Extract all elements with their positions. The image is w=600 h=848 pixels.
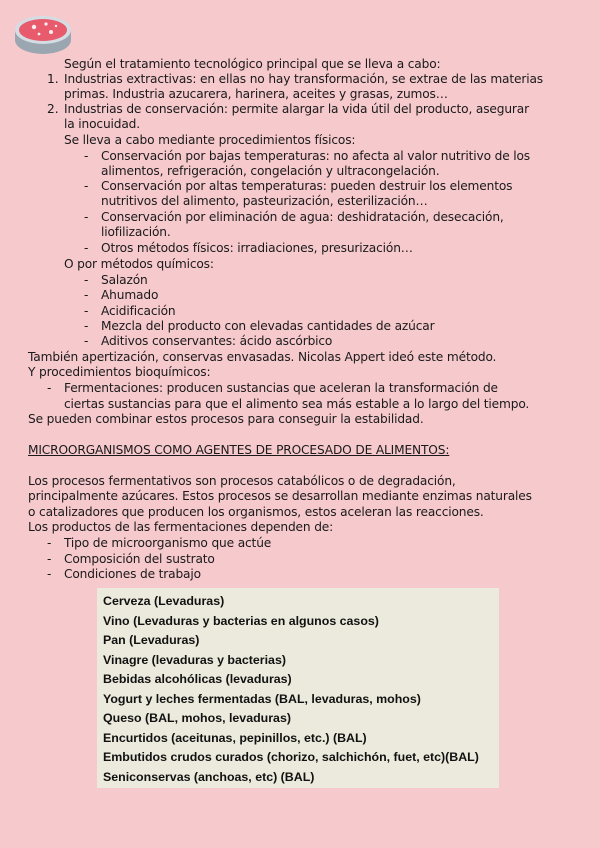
chemical-item: Ahumado xyxy=(101,288,159,302)
combine-text: Se pueden combinar estos procesos para conseguir la estabilidad. xyxy=(28,412,424,426)
bullet-dash: - xyxy=(84,273,89,287)
list-item-line: Industrias extractivas: en ellas no hay transformación, se extrae de las materias xyxy=(64,72,543,86)
paragraph-line: principalmente azúcares. Estos procesos se desarrollan mediante enzimas naturales xyxy=(28,489,532,503)
bio-line: Fermentaciones: producen sustancias que aceleran la transformación de xyxy=(64,381,498,395)
physical-line: Conservación por eliminación de agua: deshidratación, desecación, xyxy=(101,210,504,224)
bullet-dash: - xyxy=(84,319,89,333)
chemical-item: Mezcla del producto con elevadas cantidades de azúcar xyxy=(101,319,435,333)
table-row: Yogurt y leches fermentadas (BAL, levaduras, mohos) xyxy=(103,691,421,706)
bullet-dash: - xyxy=(47,536,52,550)
physical-line: Otros métodos físicos: irradiaciones, presurización… xyxy=(101,241,413,255)
intro-text: Según el tratamiento tecnológico principal que se lleva a cabo: xyxy=(64,57,441,71)
physical-line: nutritivos del alimento, pasteurización, esterilización… xyxy=(101,194,428,208)
section-heading: MICROORGANISMOS COMO AGENTES DE PROCESADO DE ALIMENTOS: xyxy=(28,443,450,457)
depends-item: Condiciones de trabajo xyxy=(64,567,201,581)
physical-line: Conservación por bajas temperaturas: no afecta al valor nutritivo de los xyxy=(101,149,531,163)
table-row: Queso (BAL, mohos, levaduras) xyxy=(103,711,291,725)
depends-item: Tipo de microorganismo que actúe xyxy=(64,536,272,550)
paragraph-line: o catalizadores que producen los organismos, estos aceleran las reacciones. xyxy=(28,505,484,519)
list-item-line: primas. Industria azucarera, harinera, aceites y grasas, zumos… xyxy=(64,87,448,101)
table-row: Embutidos crudos curados (chorizo, salchichón, fuet, etc)(BAL) xyxy=(103,750,479,764)
table-row: Bebidas alcohólicas (levaduras) xyxy=(103,672,292,686)
bullet-dash: - xyxy=(84,334,89,348)
list-number: 1. xyxy=(47,72,59,86)
bullet-dash: - xyxy=(84,304,89,318)
bullet-dash: - xyxy=(84,241,89,255)
bullet-dash: - xyxy=(47,381,52,395)
table-row: Vinagre (levaduras y bacterias) xyxy=(103,652,286,667)
bullet-dash: - xyxy=(84,288,89,302)
chemical-intro: O por métodos químicos: xyxy=(64,257,214,271)
bullet-dash: - xyxy=(84,210,89,224)
petri-dish-icon xyxy=(12,10,74,58)
bullet-dash: - xyxy=(84,179,89,193)
bullet-dash: - xyxy=(47,552,52,566)
table-row: Encurtidos (aceitunas, pepinillos, etc.) (BAL) xyxy=(103,730,367,745)
list-item-line: la inocuidad. xyxy=(64,117,140,131)
table-row: Seniconservas (anchoas, etc) (BAL) xyxy=(103,769,315,784)
chemical-item: Acidificación xyxy=(101,304,176,318)
list-number: 2. xyxy=(47,102,59,116)
fermented-products-table xyxy=(97,588,499,788)
paragraph-line: Los procesos fermentativos son procesos catabólicos o de degradación, xyxy=(28,474,456,488)
table-row: Cerveza (Levaduras) xyxy=(103,594,225,608)
physical-line: alimentos, refrigeración, congelación y ultracongelación. xyxy=(101,164,440,178)
paragraph-line: Los productos de las fermentaciones dependen de: xyxy=(28,520,334,534)
physical-intro: Se lleva a cabo mediante procedimientos físicos: xyxy=(64,133,356,147)
chemical-item: Salazón xyxy=(101,273,148,287)
bio-intro: Y procedimientos bioquímicos: xyxy=(28,365,211,379)
chemical-item: Aditivos conservantes: ácido ascórbico xyxy=(101,334,333,348)
bullet-dash: - xyxy=(84,149,89,163)
also-text: También apertización, conservas envasadas. Nicolas Appert ideó este método. xyxy=(28,350,497,364)
table-row: Vino (Levaduras y bacterias en algunos casos) xyxy=(103,613,379,628)
bullet-dash: - xyxy=(47,567,52,581)
table-row: Pan (Levaduras) xyxy=(103,633,200,647)
list-item-line: Industrias de conservación: permite alargar la vida útil del producto, asegurar xyxy=(64,102,529,116)
physical-line: liofilización. xyxy=(101,225,171,239)
bio-line: ciertas sustancias para que el alimento sea más estable a lo largo del tiempo. xyxy=(64,397,530,411)
physical-line: Conservación por altas temperaturas: pueden destruir los elementos xyxy=(101,179,513,193)
depends-item: Composición del sustrato xyxy=(64,552,215,566)
